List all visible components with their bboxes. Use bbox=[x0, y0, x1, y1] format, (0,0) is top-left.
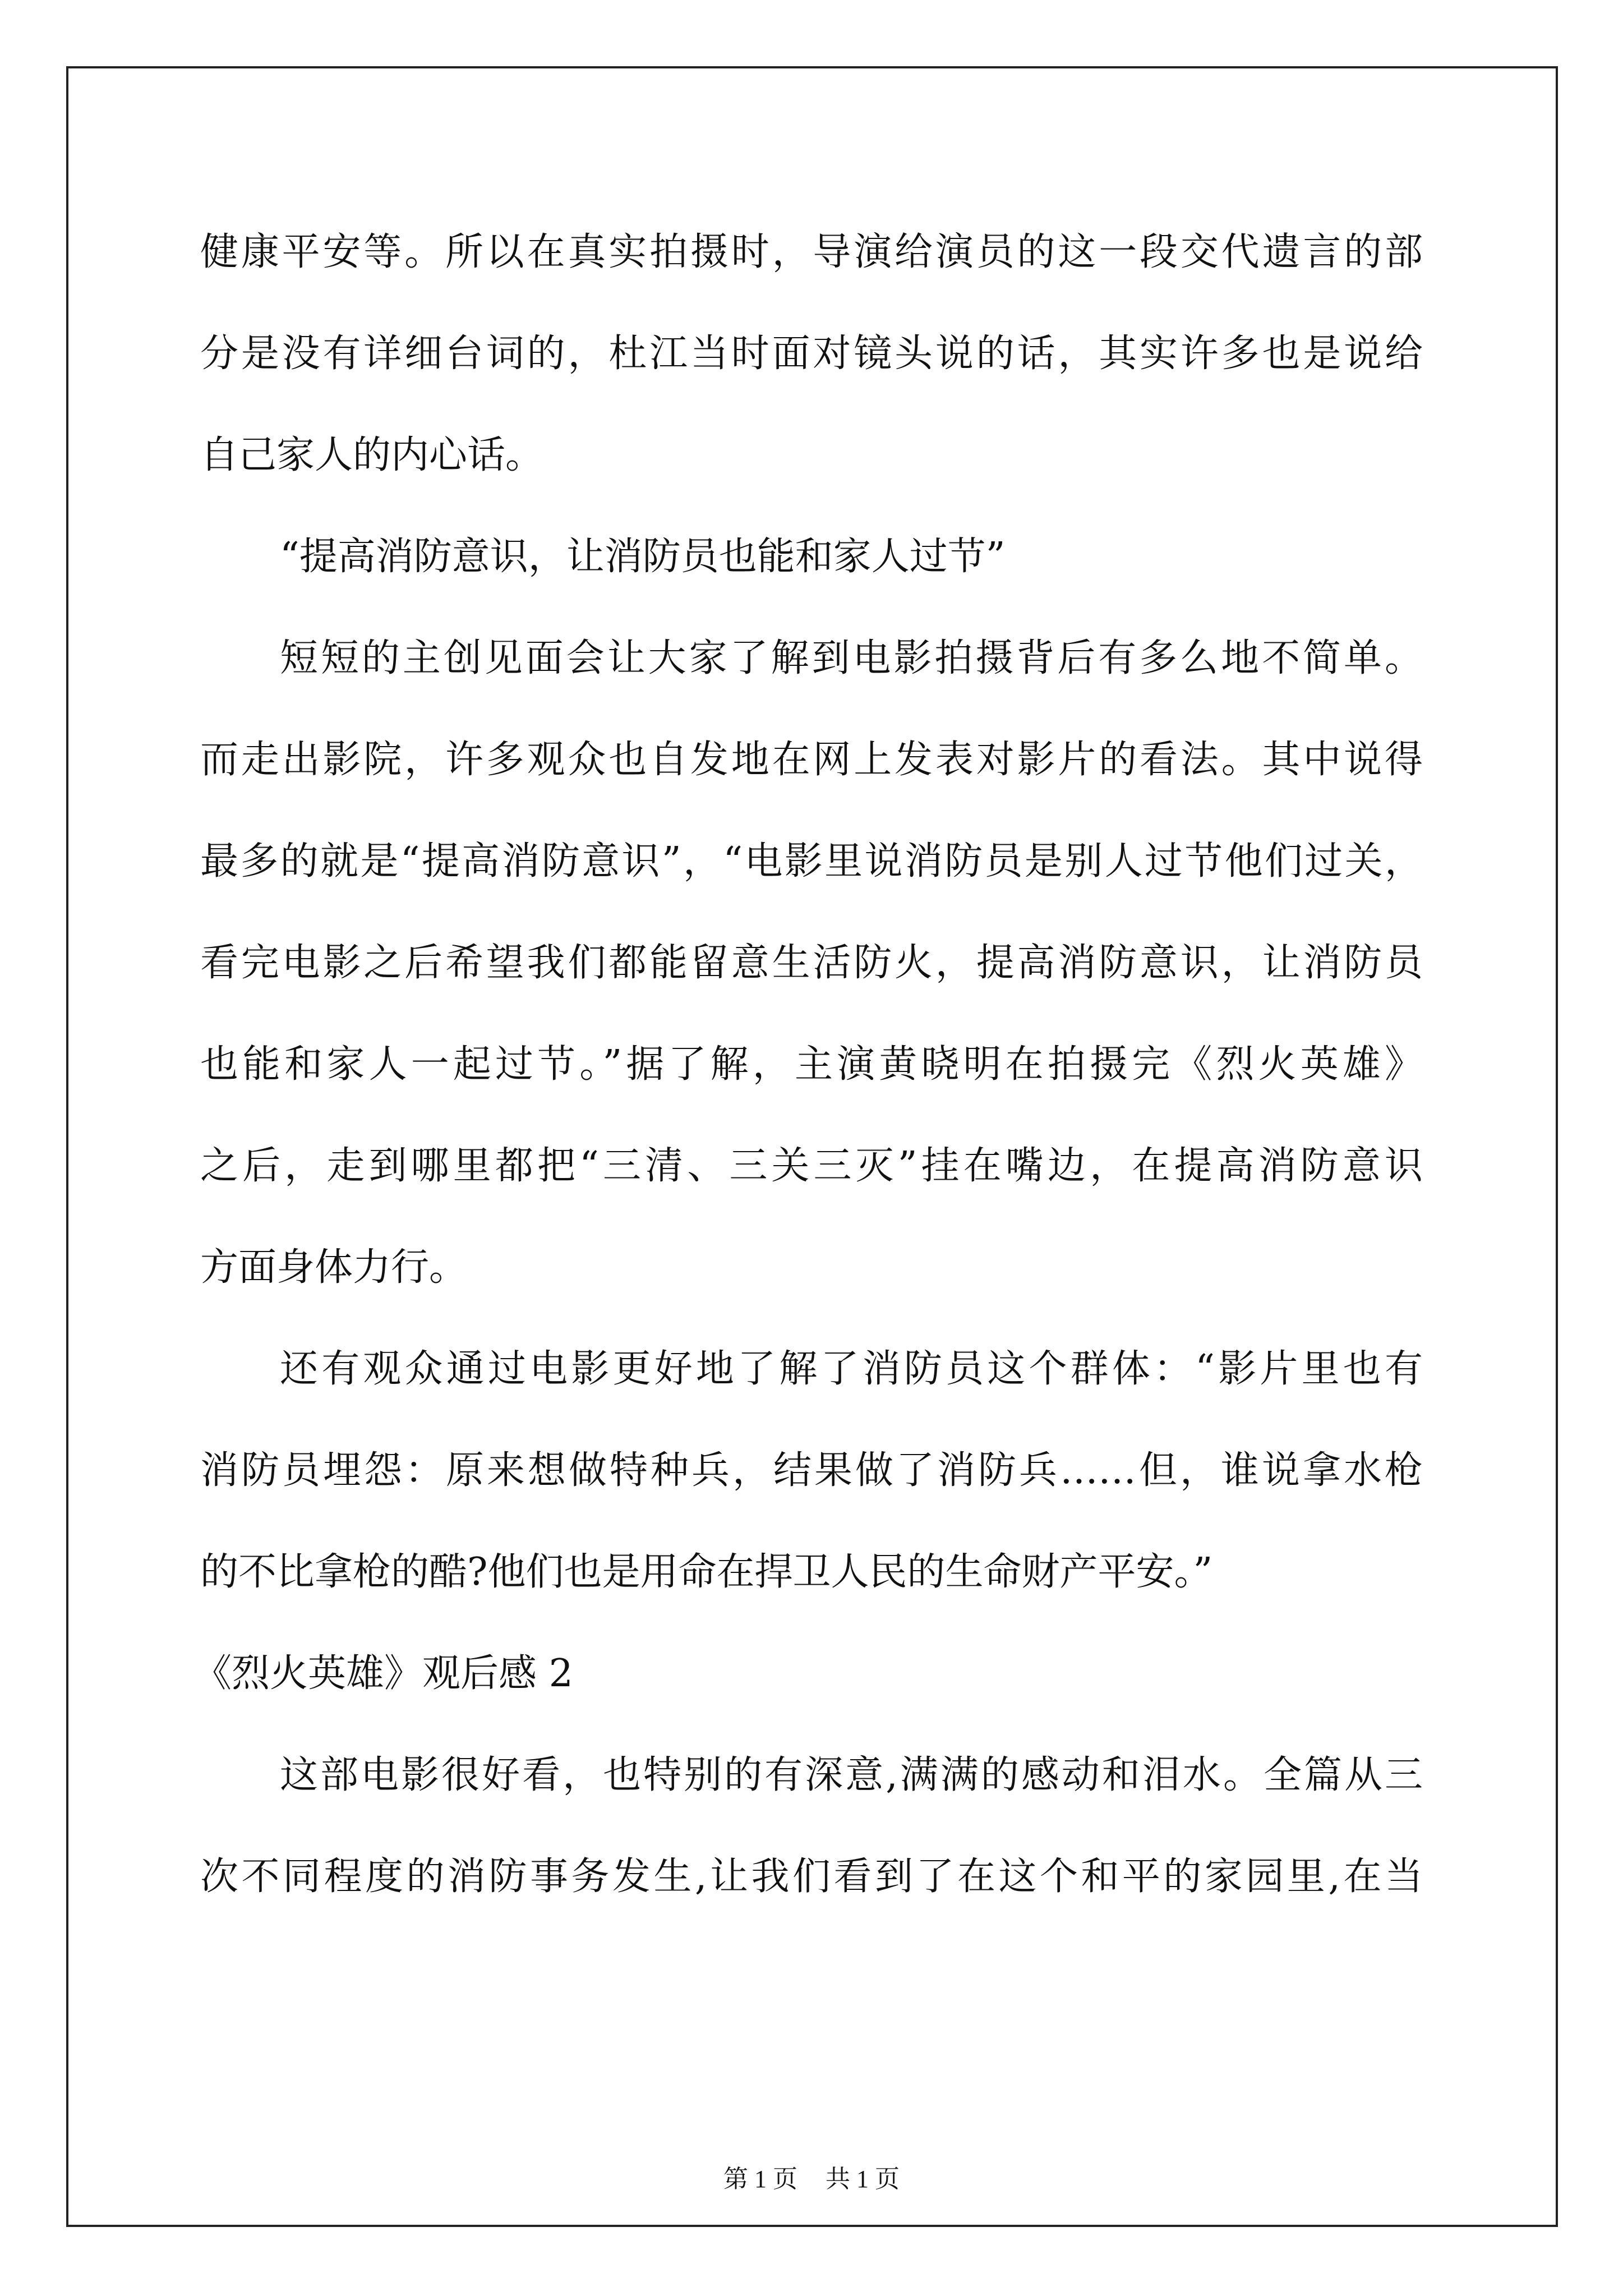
text-line: 分是没有详细台词的，杜江当时面对镜头说的话，其实许多也是说给 bbox=[200, 332, 1423, 376]
text-line: 短短的主创见面会让大家了解到电影拍摄背后有多么地不简单。 bbox=[280, 636, 1423, 680]
page-number: 第 1 页 bbox=[723, 2165, 797, 2193]
text-line: 最多的就是“提高消防意识”，“电影里说消防员是别人过节他们过关， bbox=[200, 839, 1423, 884]
text-line: 消防员埋怨：原来想做特种兵，结果做了消防兵……但，谁说拿水枪 bbox=[200, 1448, 1423, 1493]
text-line: 之后，走到哪里都把“三清、三关三灭”挂在嘴边，在提高消防意识 bbox=[200, 1144, 1423, 1188]
text-line: 自己家人的内心话。 bbox=[200, 433, 544, 477]
text-line: 还有观众通过电影更好地了解了消防员这个群体：“影片里也有 bbox=[280, 1347, 1423, 1391]
text-line: 这部电影很好看，也特别的有深意,满满的感动和泪水。全篇从三 bbox=[280, 1753, 1423, 1797]
text-line: 也能和家人一起过节。”据了解，主演黄晓明在拍摄完《烈火英雄》 bbox=[200, 1042, 1423, 1087]
article-title: 《烈火英雄》观后感 2 bbox=[193, 1651, 573, 1696]
section-heading: “提高消防意识，让消防员也能和家人过节” bbox=[280, 535, 1006, 579]
text-line: 而走出影院，许多观众也自发地在网上发表对影片的看法。其中说得 bbox=[200, 738, 1423, 782]
text-line: 的不比拿枪的酷?他们也是用命在捍卫人民的生命财产平安。” bbox=[200, 1550, 1213, 1594]
page-total: 共 1 页 bbox=[826, 2165, 900, 2193]
text-line: 看完电影之后希望我们都能留意生活防火，提高消防意识，让消防员 bbox=[200, 941, 1423, 985]
text-line: 方面身体力行。 bbox=[200, 1245, 468, 1290]
text-line: 次不同程度的消防事务发生,让我们看到了在这个和平的家园里,在当 bbox=[200, 1855, 1423, 1899]
text-line: 健康平安等。所以在真实拍摄时，导演给演员的这一段交代遗言的部 bbox=[200, 230, 1423, 274]
page-footer bbox=[0, 2162, 1623, 2196]
